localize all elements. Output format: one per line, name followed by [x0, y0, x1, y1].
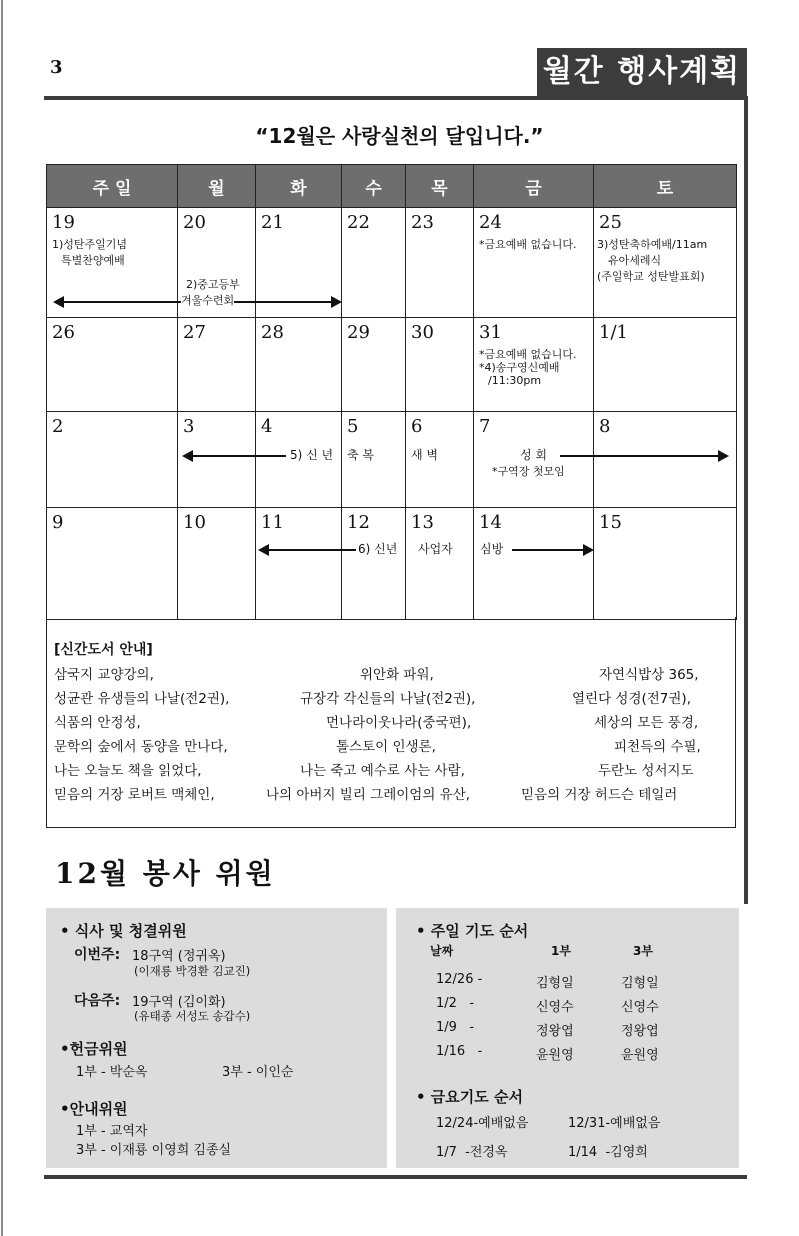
- event-note: 유아세례식: [608, 254, 662, 267]
- day-number: 15: [599, 512, 622, 533]
- day-number: 2: [52, 416, 64, 437]
- day-cell: [178, 208, 256, 318]
- arrow-left: [184, 455, 256, 457]
- this-week-label: 이번주:: [74, 947, 121, 963]
- day-cell: [256, 508, 342, 620]
- book-title: 나는 오늘도 책을 읽었다,: [54, 763, 202, 779]
- day-cell: [406, 508, 474, 620]
- right-panel: [396, 908, 739, 1168]
- book-title: 열린다 성경(전7권),: [572, 691, 691, 707]
- offering-third: 3부 - 이인순: [222, 1065, 294, 1080]
- day-cell: [406, 208, 474, 318]
- book-title: 식품의 안정성,: [54, 715, 141, 731]
- day-number: 7: [479, 416, 491, 437]
- day-number: 10: [183, 512, 206, 533]
- day-number: 21: [261, 212, 284, 233]
- day-cell: [474, 412, 594, 508]
- day-number: 14: [479, 512, 502, 533]
- calendar: [46, 164, 737, 620]
- event-note: 특별찬양예배: [61, 254, 125, 267]
- friday-entry: 1/7 -전경옥: [436, 1145, 508, 1160]
- day-cell: [594, 508, 737, 620]
- day-cell: [342, 412, 406, 508]
- day-number: 5: [347, 416, 359, 437]
- event-note: 겨울수련회: [181, 294, 235, 307]
- sunday-prayer-title: • 주일 기도 순서: [416, 922, 529, 940]
- day-number: 6: [411, 416, 423, 437]
- day-cell: [474, 208, 594, 318]
- book-title: 나의 아버지 빌리 그레이엄의 유산,: [266, 787, 471, 803]
- day-number: 4: [261, 416, 273, 437]
- day-number: 19: [52, 212, 75, 233]
- day-number: 20: [183, 212, 206, 233]
- day-cell: [342, 208, 406, 318]
- section-title: 12월 봉사 위원: [55, 857, 276, 890]
- guide-first: 1부 - 교역자: [76, 1124, 148, 1139]
- day-cell: [594, 208, 737, 318]
- day-number: 9: [52, 512, 64, 533]
- col-first: 1부: [551, 944, 571, 958]
- event-note: 심방: [480, 542, 504, 556]
- day-number: 22: [347, 212, 370, 233]
- day-number: 27: [183, 322, 206, 343]
- day-number: 13: [411, 512, 434, 533]
- event-note: *금요예배 없습니다.: [479, 238, 577, 251]
- day-number: 26: [52, 322, 75, 343]
- next-week-label: 다음주:: [74, 993, 121, 1009]
- book-title: 문학의 숲에서 동양을 만나다,: [54, 739, 228, 755]
- weekday-sat: 토: [594, 165, 737, 208]
- day-cell: [594, 318, 737, 412]
- this-week-value: 18구역 (정귀옥): [132, 949, 226, 964]
- book-title: 삼국지 교양강의,: [54, 667, 154, 683]
- arrow-right: [256, 301, 340, 303]
- day-cell: [178, 412, 256, 508]
- weekday-sun: 주 일: [47, 165, 178, 208]
- day-cell: [47, 412, 178, 508]
- event-note: *4)송구영신예배: [479, 361, 560, 374]
- book-title: 믿음의 거장 로버트 맥체인,: [54, 787, 215, 803]
- col-date: 날짜: [430, 944, 454, 958]
- day-cell: [406, 318, 474, 412]
- calendar-week: [47, 208, 737, 318]
- book-title: 세상의 모든 풍경,: [594, 715, 699, 731]
- event-note: 사업자: [418, 542, 453, 556]
- right-rule: [744, 96, 748, 904]
- prayer-first: 신영수: [536, 1000, 574, 1015]
- day-cell: [178, 508, 256, 620]
- prayer-third: 윤원영: [621, 1048, 659, 1063]
- event-note: 6) 신년: [358, 542, 398, 556]
- arrow-line: [256, 455, 286, 457]
- day-number: 8: [599, 416, 611, 437]
- prayer-third: 정왕엽: [621, 1024, 659, 1039]
- arrow-right: [594, 455, 727, 457]
- day-number: 24: [479, 212, 502, 233]
- day-cell: [474, 318, 594, 412]
- day-cell: [594, 412, 737, 508]
- prayer-date: 12/26 -: [436, 972, 483, 987]
- next-week-value: 19구역 (김이화): [132, 995, 226, 1010]
- weekday-tue: 화: [256, 165, 342, 208]
- book-title: 규장각 각신들의 나날(전2권),: [300, 691, 476, 707]
- event-note: 성 회: [520, 448, 547, 462]
- day-number: 23: [411, 212, 434, 233]
- monthly-motto: “12월은 사랑실천의 달입니다.”: [255, 124, 544, 148]
- weekday-wed: 수: [342, 165, 406, 208]
- friday-entry: 12/31-예배없음: [568, 1116, 661, 1131]
- day-cell: [47, 318, 178, 412]
- new-books-box: [46, 617, 736, 828]
- book-title: 위안화 파워,: [360, 667, 434, 683]
- day-cell: [342, 318, 406, 412]
- day-number: 28: [261, 322, 284, 343]
- weekday-fri: 금: [474, 165, 594, 208]
- event-note: /11:30pm: [488, 374, 542, 387]
- friday-entry: 12/24-예배없음: [436, 1116, 529, 1131]
- day-cell: [256, 208, 342, 318]
- day-number: 12: [347, 512, 370, 533]
- prayer-first: 정왕엽: [536, 1024, 574, 1039]
- friday-entry: 1/14 -김영희: [568, 1145, 648, 1160]
- arrow-line: [342, 549, 356, 551]
- day-cell: [256, 318, 342, 412]
- weekday-header: [47, 165, 737, 208]
- prayer-first: 김형일: [536, 976, 574, 991]
- prayer-date: 1/2 -: [436, 996, 475, 1011]
- day-cell: [406, 412, 474, 508]
- arrow-left: [55, 301, 178, 303]
- weekday-mon: 월: [178, 165, 256, 208]
- meal-title: • 식사 및 청결위원: [60, 922, 187, 940]
- col-third: 3부: [633, 944, 653, 958]
- book-title: 성균관 유생들의 나날(전2권),: [54, 691, 230, 707]
- left-panel: [46, 908, 387, 1168]
- book-title: 자연식밥상 365,: [599, 667, 699, 683]
- book-title: 두란노 성서지도: [598, 763, 694, 779]
- book-title: 나는 죽고 예수로 사는 사람,: [300, 763, 465, 779]
- guide-third: 3부 - 이재룡 이영희 김종실: [76, 1143, 232, 1158]
- event-note: 1)성탄주일기념: [52, 238, 128, 251]
- offering-first: 1부 - 박순옥: [76, 1065, 148, 1080]
- header-title: 월간 행사계획: [537, 48, 747, 96]
- event-note: *금요예배 없습니다.: [479, 348, 577, 361]
- day-number: 11: [261, 512, 284, 533]
- day-cell: [47, 508, 178, 620]
- prayer-third: 김형일: [621, 976, 659, 991]
- next-week-members: (유태종 서성도 송갑수): [134, 1009, 251, 1023]
- this-week-members: (이재룡 박경환 김교진): [134, 964, 251, 978]
- calendar-week: [47, 508, 737, 620]
- book-title: 믿음의 거장 허드슨 테일러: [521, 787, 678, 803]
- prayer-first: 윤원영: [536, 1048, 574, 1063]
- day-cell: [342, 508, 406, 620]
- bottom-rule: [44, 1175, 747, 1179]
- book-title: 먼나라이웃나라(중국편),: [326, 715, 472, 731]
- event-note: 2)중고등부: [186, 278, 240, 291]
- arrow-right: [512, 549, 592, 551]
- day-cell: [256, 412, 342, 508]
- friday-prayer-title: • 금요기도 순서: [416, 1088, 523, 1106]
- book-title: 피천득의 수필,: [614, 739, 701, 755]
- offering-title: •헌금위원: [60, 1040, 128, 1058]
- weekday-thu: 목: [406, 165, 474, 208]
- event-note: 새 벽: [411, 448, 438, 462]
- prayer-third: 신영수: [621, 1000, 659, 1015]
- day-number: 30: [411, 322, 434, 343]
- calendar-week: [47, 412, 737, 508]
- event-note: 5) 신 년: [290, 448, 334, 462]
- day-cell: [178, 318, 256, 412]
- prayer-date: 1/16 -: [436, 1044, 483, 1059]
- prayer-date: 1/9 -: [436, 1020, 475, 1035]
- page-left-border: [1, 0, 3, 1236]
- page-number: 3: [50, 57, 63, 78]
- day-number: 29: [347, 322, 370, 343]
- new-books-title: [신간도서 안내]: [54, 642, 153, 658]
- arrow-left: [260, 549, 342, 551]
- event-note: 3)성탄축하예배/11am: [597, 238, 708, 251]
- event-note: 축 복: [347, 448, 374, 462]
- calendar-week: [47, 318, 737, 412]
- day-cell: [47, 208, 178, 318]
- guide-title: •안내위원: [60, 1100, 128, 1118]
- event-note: *구역장 첫모임: [492, 465, 565, 478]
- day-number: 1/1: [599, 322, 628, 343]
- day-number: 31: [479, 322, 502, 343]
- event-note: (주일학교 성탄발표회): [597, 270, 705, 283]
- day-cell: [474, 508, 594, 620]
- day-number: 3: [183, 416, 195, 437]
- arrow-line: [560, 455, 594, 457]
- book-title: 톨스토이 인생론,: [336, 739, 436, 755]
- day-number: 25: [599, 212, 622, 233]
- header-rule: [44, 96, 747, 100]
